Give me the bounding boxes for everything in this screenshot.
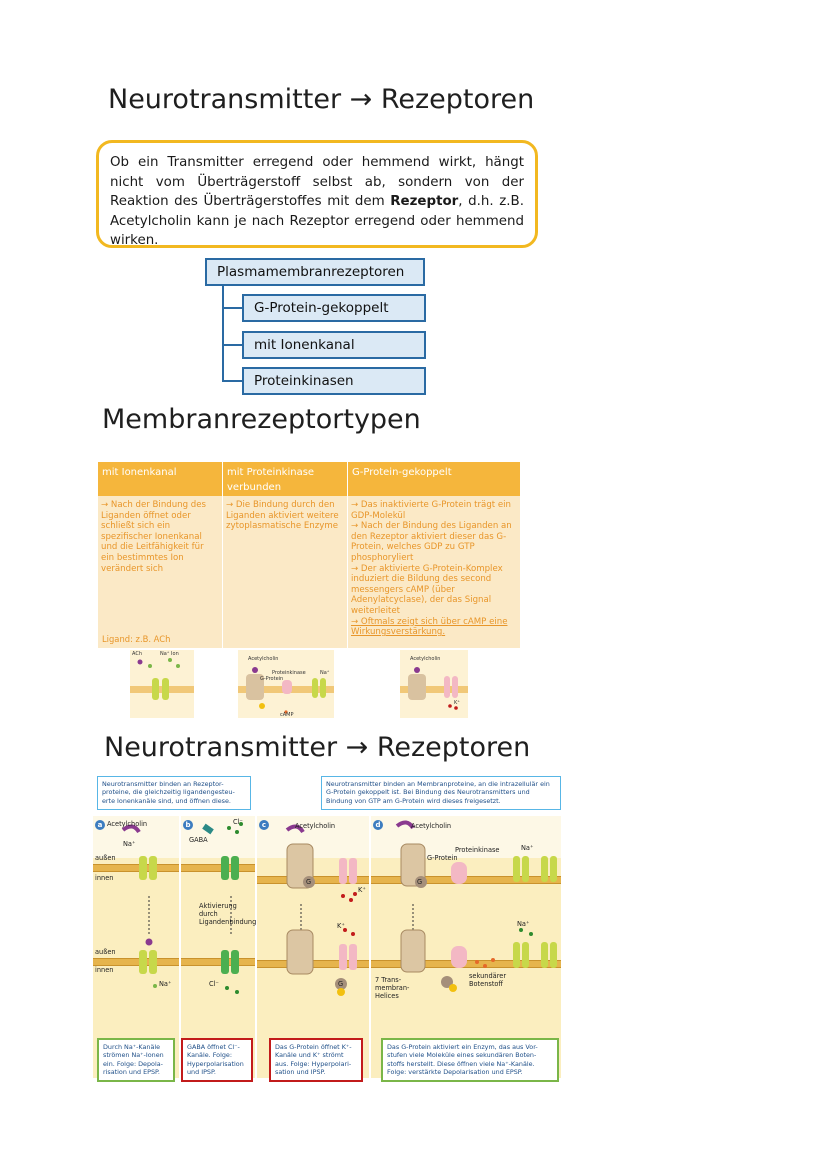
info-bubble: Neurotransmitter binden an Rezeptor-proteine, die gleichzeitig ligandengesteu-erte Ionenkanäle sind, und öffnen diese. bbox=[97, 776, 251, 810]
result-box: Das G-Protein öffnet K⁺-Kanäle und K⁺ strömt aus. Folge: Hyperpolari-sation und IPSP. bbox=[269, 1038, 363, 1082]
table-cell: → Die Bindung durch den Liganden aktiviert weitere zytoplasmatische Enzyme bbox=[226, 500, 339, 532]
mini-label: ACh bbox=[132, 651, 142, 657]
section-title: Membranrezeptortypen bbox=[102, 404, 421, 435]
mini-label: Na⁺ Ion bbox=[160, 651, 179, 657]
figure-label: Na⁺ bbox=[159, 980, 172, 988]
callout-bold: Rezeptor bbox=[390, 194, 459, 209]
figure-label: innen bbox=[95, 874, 114, 882]
receptor-type-table bbox=[98, 462, 520, 648]
callout-text-2: , d.h. z.B. Acetylcholin kann je nach Rezeptor erregend oder hemmend wirken. bbox=[110, 194, 524, 248]
figure-label: 7 Trans-membran-Helices bbox=[375, 976, 410, 1000]
mini-illustration-proteinkinase bbox=[238, 650, 334, 718]
tree-connector bbox=[222, 344, 242, 346]
figure-label: Acetylcholin bbox=[107, 820, 148, 828]
ion-channel-icon bbox=[130, 650, 194, 718]
tree-node-gprotein: G-Protein-gekoppelt bbox=[242, 294, 426, 322]
table-header: G-Protein-gekoppelt bbox=[348, 462, 520, 496]
callout-text-1: Ob ein Transmitter erregend oder hemmend wirkt, hängt nicht vom Überträgerstoff selbst ab, sondern von der Reaktion des Überträgerstoffes mit dem bbox=[110, 155, 524, 209]
info-callout bbox=[96, 140, 538, 248]
table-cell bbox=[348, 496, 520, 648]
panel-badge: a bbox=[95, 820, 105, 830]
figure-label: G bbox=[338, 980, 344, 988]
panel-badge: b bbox=[183, 820, 193, 830]
figure-label: GABA bbox=[189, 836, 208, 844]
mini-label: Na⁺ bbox=[320, 670, 330, 676]
figure-label: innen bbox=[95, 966, 114, 974]
panel-badge: c bbox=[259, 820, 269, 830]
list-item: → Nach der Bindung des Liganden an den Rezeptor aktiviert dieser das G-Protein, welches GDP zu GTP phosphoryliert bbox=[351, 521, 512, 563]
tree-connector bbox=[222, 380, 242, 382]
tree-connector bbox=[222, 286, 224, 382]
ligand-note: Ligand: z.B. ACh bbox=[102, 634, 171, 644]
figure-label: K⁺ bbox=[337, 922, 345, 930]
table-header: mit Proteinkinase verbunden bbox=[223, 462, 347, 496]
mini-label: Acetylcholin bbox=[410, 656, 441, 662]
table-cell: → Nach der Bindung des Liganden öffnet oder schließt sich ein spezifischer Ionenkanal und die Leitfähigkeit für ein bestimmtes Ion verändert sich bbox=[101, 500, 207, 574]
figure-label: G bbox=[417, 878, 423, 886]
info-bubble: Neurotransmitter binden an Membranproteine, an die intrazellulär ein G-Protein gekoppelt ist. Bei Bindung des Neurotransmitters und Bindung von GTP am G-Protein wird dieses freigesetzt. bbox=[321, 776, 561, 810]
figure-label: Proteinkinase bbox=[455, 846, 500, 854]
figure-label: G-Protein bbox=[427, 854, 458, 862]
list-item: → Oftmals zeigt sich über cAMP eine Wirkungsverstärkung. bbox=[351, 616, 508, 638]
tree-node-proteinkinasen: Proteinkinasen bbox=[242, 367, 426, 395]
figure-label: Na⁺ bbox=[517, 920, 530, 928]
figure-label: G bbox=[306, 878, 312, 886]
mini-illustration-gprotein bbox=[400, 650, 468, 718]
tree-root-node: Plasmamembranrezeptoren bbox=[205, 258, 425, 286]
result-box: Das G-Protein aktiviert ein Enzym, das aus Vor-stufen viele Moleküle eines sekundären Boten-stoffs herstellt. Diese öffnen viele Na⁺-Kanäle. Folge: verstärkte Depolarisation und EPSP. bbox=[381, 1038, 559, 1082]
figure-label: Na⁺ bbox=[521, 844, 534, 852]
list-item: → Der aktivierte G-Protein-Komplex induziert die Bildung des second messengers cAMP (über Adenylatcyclase), der das Signal weiterleitet bbox=[351, 563, 503, 616]
receptor-figure bbox=[93, 776, 561, 1082]
tree-connector bbox=[222, 307, 242, 309]
figure-label: außen bbox=[95, 948, 116, 956]
figure-label: sekundärer Botenstoff bbox=[469, 972, 507, 988]
mini-label: Acetylcholin bbox=[248, 656, 279, 662]
list-item: → Das inaktivierte G-Protein trägt ein GDP-Molekül bbox=[351, 500, 512, 521]
result-box: Durch Na⁺-Kanäle strömen Na⁺-Ionen ein. Folge: Depola-risation und EPSP. bbox=[97, 1038, 175, 1082]
mini-label: cAMP bbox=[280, 712, 294, 718]
figure-label: Cl⁻ bbox=[233, 818, 243, 826]
figure-label: außen bbox=[95, 854, 116, 862]
page-title: Neurotransmitter → Rezeptoren bbox=[108, 84, 535, 115]
mini-illustration-ionenkanal bbox=[130, 650, 194, 718]
result-box: GABA öffnet Cl⁻-Kanäle. Folge: Hyperpolarisation und IPSP. bbox=[181, 1038, 253, 1082]
panel-badge: d bbox=[373, 820, 383, 830]
figure-label: Acetylcholin bbox=[295, 822, 336, 830]
figure-label: Acetylcholin bbox=[411, 822, 452, 830]
mini-label: K⁺ bbox=[454, 700, 460, 706]
figure-label: Na⁺ bbox=[123, 840, 136, 848]
figure-label: Aktivierung durch Ligandenbindung bbox=[199, 902, 257, 926]
table-header: mit Ionenkanal bbox=[98, 462, 222, 496]
figure-label: Cl⁻ bbox=[209, 980, 219, 988]
tree-node-ionenkanal: mit Ionenkanal bbox=[242, 331, 426, 359]
mini-label: G-Protein bbox=[260, 676, 284, 682]
figure-label: K⁺ bbox=[358, 886, 366, 894]
section-title: Neurotransmitter → Rezeptoren bbox=[104, 732, 531, 763]
mini-label: Proteinkinase bbox=[272, 670, 306, 676]
